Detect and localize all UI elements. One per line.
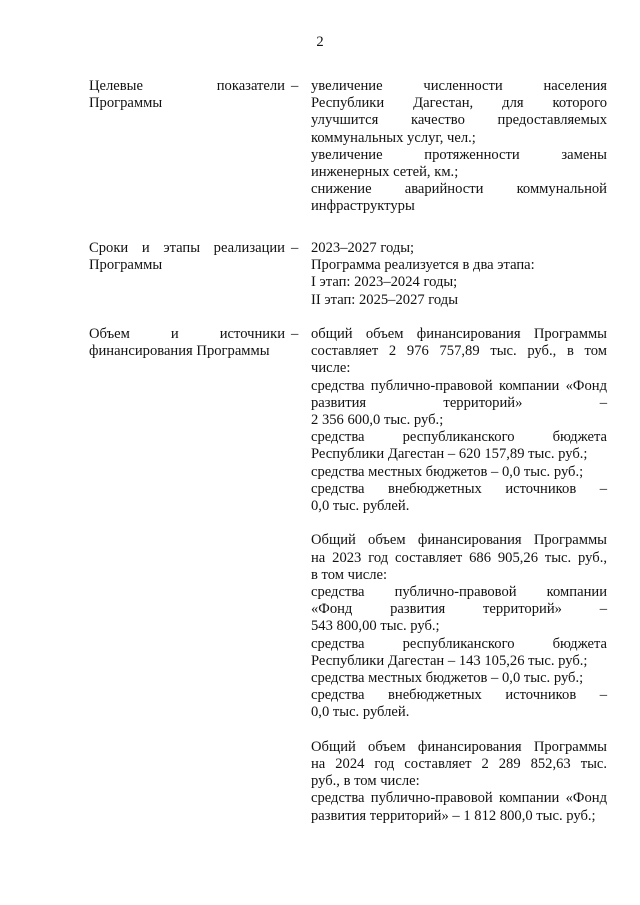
content-line: увеличение протяженности замены	[311, 146, 607, 163]
content-line: Общий объем финансирования Программы	[311, 738, 607, 755]
section-label	[89, 326, 285, 360]
section-content	[311, 240, 607, 309]
content-line: средства республиканского бюджета	[311, 429, 607, 446]
section-content	[311, 326, 607, 825]
content-line: Программа реализуется в два этапа:	[311, 257, 535, 274]
content-line: средства внебюджетных источников –	[311, 687, 607, 704]
content-line: средства местных бюджетов – 0,0 тыс. руб.;	[311, 670, 584, 687]
content-line: инженерных сетей, км.;	[311, 164, 459, 181]
section-label-line: финансирования Программы	[89, 343, 270, 360]
content-line: числе:	[311, 360, 351, 377]
content-line: Республики Дагестан – 143 105,26 тыс. руб.;	[311, 652, 588, 669]
content-line: общий объем финансирования Программы	[311, 326, 607, 342]
content-line: «Фонд развития территорий» –	[311, 601, 607, 618]
content-line: 0,0 тыс. рублей.	[311, 704, 410, 721]
content-line: II этап: 2025–2027 годы	[311, 291, 459, 308]
content-line: снижение аварийности коммунальной	[311, 181, 607, 198]
content-line: коммунальных услуг, чел.;	[311, 129, 476, 146]
section-content	[311, 78, 607, 216]
content-line: увеличение численности населения	[311, 78, 607, 94]
content-line: 2023–2027 годы;	[311, 240, 415, 256]
paragraph-gap	[311, 722, 607, 739]
section-dash: –	[291, 240, 299, 256]
content-line: улучшится качество предоставляемых	[311, 112, 607, 129]
content-line: средства публично-правовой компании «Фонд	[311, 377, 607, 394]
content-line: средства публично-правовой компании «Фонд	[311, 790, 607, 807]
content-line: Республики Дагестан – 620 157,89 тыс. руб.;	[311, 446, 588, 463]
section-label-line: Программы	[89, 257, 163, 274]
content-line: составляет 2 976 757,89 тыс. руб., в том	[311, 343, 607, 360]
content-line: средства публично-правовой компании	[311, 584, 607, 601]
content-line: развития территорий» – 1 812 800,0 тыс. руб.;	[311, 807, 596, 824]
content-line: I этап: 2023–2024 годы;	[311, 274, 458, 291]
content-line: средства республиканского бюджета	[311, 635, 607, 652]
content-line: в том числе:	[311, 566, 388, 583]
content-line: 0,0 тыс. рублей.	[311, 498, 410, 515]
section-label	[89, 78, 285, 112]
page-number: 2	[316, 34, 324, 50]
content-line: Республики Дагестан, для которого	[311, 95, 607, 112]
content-line: на 2023 год составляет 686 905,26 тыс. руб.,	[311, 549, 607, 566]
content-line: средства местных бюджетов – 0,0 тыс. руб.;	[311, 463, 584, 480]
content-line: 2 356 600,0 тыс. руб.;	[311, 412, 444, 429]
content-line: руб., в том числе:	[311, 773, 420, 790]
content-line: развития территорий» –	[311, 394, 607, 411]
section-label-line: Программы	[89, 95, 163, 112]
content-line: средства внебюджетных источников –	[311, 480, 607, 497]
paragraph-gap	[311, 515, 607, 532]
section-label-line: Целевые показатели	[89, 78, 285, 94]
content-line: инфраструктуры	[311, 198, 415, 215]
content-line: 543 800,00 тыс. руб.;	[311, 618, 440, 635]
section-label-line: Сроки и этапы реализации	[89, 240, 285, 256]
content-line: Общий объем финансирования Программы	[311, 532, 607, 549]
section-dash: –	[291, 326, 299, 342]
section-dash: –	[291, 78, 299, 94]
section-label-line: Объем и источники	[89, 326, 285, 342]
content-line: на 2024 год составляет 2 289 852,63 тыс.	[311, 756, 607, 773]
section-label	[89, 240, 285, 274]
